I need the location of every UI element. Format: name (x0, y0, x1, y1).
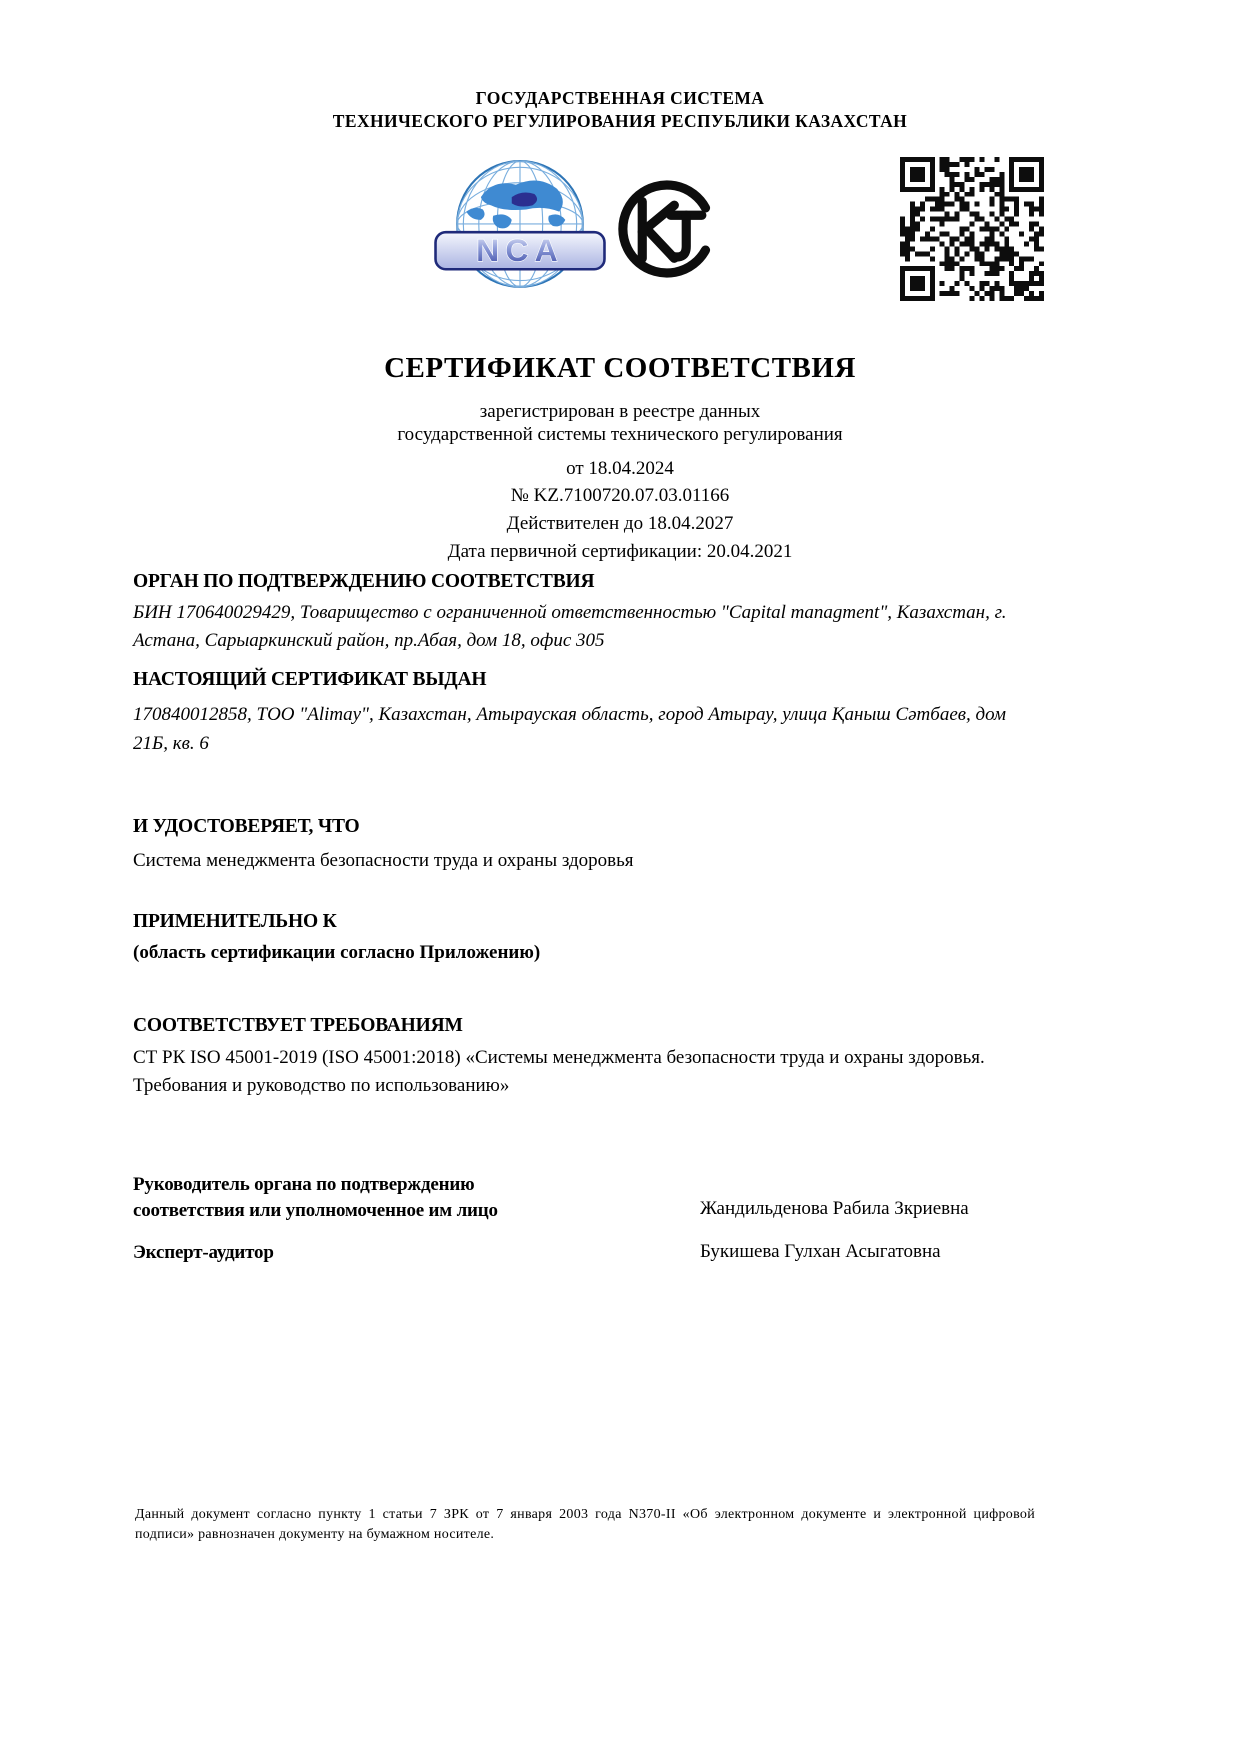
certifies-heading: И УДОСТОВЕРЯЕТ, ЧТО (133, 816, 360, 837)
first-certification-date: Дата первичной сертификации: 20.04.2021 (447, 541, 793, 562)
complies-text: СТ РК ISO 45001-2019 (ISO 45001:2018) «Системы менеджмента безопасности труда и охраны здоровья. Требования и руководство по использованию» (133, 1047, 985, 1096)
applicable-text: (область сертификации согласно Приложению) (133, 942, 541, 963)
certificate-number: № KZ.7100720.07.03.01166 (510, 485, 730, 506)
registered-line1: зарегистрирован в реестре данных (479, 401, 761, 422)
applicable-heading: ПРИМЕНИТЕЛЬНО К (133, 911, 337, 932)
issued-to-text: 170840012858, ТОО "Alimay", Казахстан, Атырауская область, город Атырау, улица Қаныш Сәтбаев, дом 21Б, кв. 6 (133, 704, 1007, 754)
signature-role-head-of-body: Руководитель органа по подтверждению соответствия или уполномоченное им лицо (133, 1174, 498, 1221)
certificate-title: СЕРТИФИКАТ СООТВЕТСТВИЯ (384, 352, 856, 384)
complies-heading: СООТВЕТСТВУЕТ ТРЕБОВАНИЯМ (133, 1015, 463, 1036)
nca-banner (436, 232, 605, 269)
certifies-text: Система менеджмента безопасности труда и охраны здоровья (133, 850, 634, 871)
valid-until: Действителен до 18.04.2027 (506, 513, 734, 534)
signature-name-head-of-body: Жандильденова Рабила Зкриевна (700, 1198, 969, 1219)
certification-body-text: БИН 170640029429, Товарищество с ограниченной ответственностью "Capital managment", Казахстан, г. Астана, Сарыаркинский район, пр.Абая, дом 18, офис 305 (133, 602, 1007, 651)
signature-name-expert-auditor: Букишева Гулхан Асыгатовна (700, 1241, 941, 1262)
qr-code (900, 157, 1044, 301)
issue-date: от 18.04.2024 (566, 458, 674, 479)
nca-banner-label: NCA (476, 232, 564, 269)
signature-role-expert-auditor: Эксперт-аудитор (133, 1242, 274, 1263)
legal-footer-note: Данный документ согласно пункту 1 статьи 7 ЗРК от 7 января 2003 года N370-II «Об электронном документе и электронной цифровой подписи» равнозначен документу на бумажном носителе. (135, 1507, 1035, 1542)
issued-to-heading: НАСТОЯЩИЙ СЕРТИФИКАТ ВЫДАН (133, 669, 487, 690)
state-system-header-line1: ГОСУДАРСТВЕННАЯ СИСТЕМА (475, 88, 765, 108)
kt-conformity-mark-icon (612, 174, 722, 284)
registered-line2: государственной системы технического регулирования (397, 424, 843, 445)
nca-globe-logo (452, 158, 588, 294)
certification-body-heading: ОРГАН ПО ПОДТВЕРЖДЕНИЮ СООТВЕТСТВИЯ (133, 571, 595, 592)
state-system-header-line2: ТЕХНИЧЕСКОГО РЕГУЛИРОВАНИЯ РЕСПУБЛИКИ КАЗАХСТАН (332, 111, 908, 131)
